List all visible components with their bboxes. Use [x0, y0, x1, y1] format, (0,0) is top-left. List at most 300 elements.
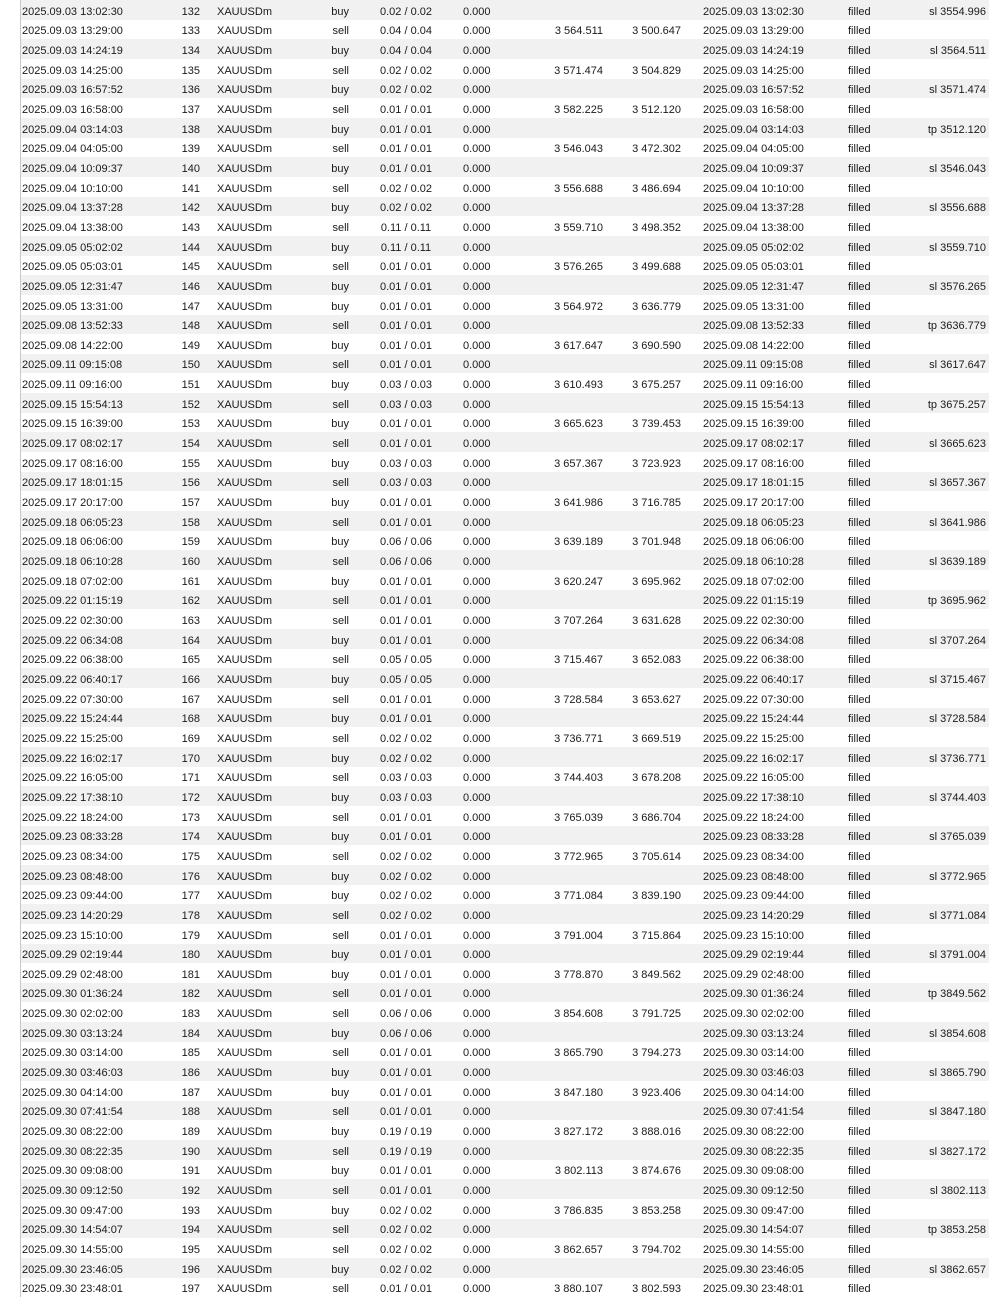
- order-price: 0.000: [463, 84, 491, 97]
- table-row[interactable]: [21, 334, 989, 354]
- order-comment: [888, 196, 989, 197]
- order-fill-time: 2025.09.17 20:17:00: [703, 497, 804, 510]
- order-state: filled: [848, 752, 871, 765]
- table-row[interactable]: [21, 39, 989, 59]
- table-row[interactable]: [21, 550, 989, 570]
- order-type: sell: [332, 261, 349, 274]
- order-symbol: XAUUSDm: [217, 497, 273, 510]
- order-volume: 0.01 / 0.01: [380, 1106, 432, 1119]
- table-row[interactable]: [21, 413, 989, 433]
- table-row[interactable]: [21, 295, 989, 315]
- table-row[interactable]: [21, 963, 989, 983]
- order-volume: 0.02 / 0.02: [380, 1204, 432, 1217]
- order-open-time: 2025.09.30 07:41:54: [22, 1106, 123, 1119]
- order-ticket: 179: [181, 929, 200, 942]
- table-row[interactable]: [21, 668, 989, 688]
- order-ticket: 152: [181, 398, 200, 411]
- order-type: sell: [332, 929, 349, 942]
- table-row[interactable]: [21, 590, 989, 610]
- order-symbol: XAUUSDm: [217, 516, 273, 529]
- order-fill-time: 2025.09.18 06:05:23: [703, 516, 804, 529]
- order-fill-time: 2025.09.05 05:02:02: [703, 241, 804, 254]
- order-price: 0.000: [463, 949, 491, 962]
- order-price: 0.000: [463, 123, 491, 136]
- order-open-time: 2025.09.30 02:02:00: [22, 1008, 123, 1021]
- order-ticket: 140: [181, 162, 200, 175]
- table-row[interactable]: [21, 1238, 989, 1258]
- order-symbol: XAUUSDm: [217, 811, 273, 824]
- order-stop-loss: 3 639.189: [554, 536, 603, 549]
- order-volume: 0.01 / 0.01: [380, 280, 432, 293]
- table-row[interactable]: [21, 491, 989, 511]
- order-stop-loss: 3 786.835: [554, 1204, 603, 1217]
- order-take-profit: 3 652.083: [632, 654, 681, 667]
- order-volume: 0.11 / 0.11: [380, 221, 432, 234]
- order-symbol: XAUUSDm: [217, 752, 273, 765]
- order-take-profit: 3 472.302: [632, 143, 681, 156]
- order-price: 0.000: [463, 1106, 491, 1119]
- order-price: 0.000: [463, 988, 491, 1001]
- order-open-time: 2025.09.22 16:05:00: [22, 772, 123, 785]
- order-symbol: XAUUSDm: [217, 1224, 273, 1237]
- order-price: 0.000: [463, 1283, 491, 1296]
- order-price: 0.000: [463, 438, 491, 451]
- order-fill-time: 2025.09.04 10:10:00: [703, 182, 804, 195]
- order-open-time: 2025.09.23 08:48:00: [22, 870, 123, 883]
- order-stop-loss: [513, 766, 603, 767]
- order-comment: [888, 1100, 989, 1101]
- table-row[interactable]: [21, 983, 989, 1003]
- order-fill-time: 2025.09.30 09:12:50: [703, 1185, 804, 1198]
- order-price: 0.000: [463, 811, 491, 824]
- table-row[interactable]: [21, 354, 989, 374]
- table-row[interactable]: [21, 236, 989, 256]
- order-stop-loss: 3 546.043: [554, 143, 603, 156]
- order-state: filled: [848, 1283, 871, 1296]
- order-open-time: 2025.09.30 23:48:01: [22, 1283, 123, 1296]
- order-price: 0.000: [463, 339, 491, 352]
- order-state: filled: [848, 575, 871, 588]
- table-row[interactable]: [21, 472, 989, 492]
- order-volume: 0.03 / 0.03: [380, 398, 432, 411]
- order-fill-time: 2025.09.04 13:37:28: [703, 202, 804, 215]
- table-row[interactable]: [21, 1160, 989, 1180]
- order-volume: 0.01 / 0.01: [380, 693, 432, 706]
- order-stop-loss: 3 665.623: [554, 418, 603, 431]
- order-volume: 0.06 / 0.06: [380, 536, 432, 549]
- order-stop-loss: [513, 1041, 603, 1042]
- order-type: sell: [332, 1224, 349, 1237]
- table-row[interactable]: [21, 393, 989, 413]
- table-row[interactable]: [21, 1101, 989, 1121]
- order-type: buy: [331, 831, 349, 844]
- order-fill-time: 2025.09.30 09:47:00: [703, 1204, 804, 1217]
- order-volume: 0.01 / 0.01: [380, 634, 432, 647]
- order-open-time: 2025.09.17 08:16:00: [22, 457, 123, 470]
- order-fill-time: 2025.09.23 08:48:00: [703, 870, 804, 883]
- table-row[interactable]: [21, 452, 989, 472]
- order-open-time: 2025.09.05 05:02:02: [22, 241, 123, 254]
- table-row[interactable]: [21, 767, 989, 787]
- order-open-time: 2025.09.04 04:05:00: [22, 143, 123, 156]
- table-row[interactable]: [21, 157, 989, 177]
- table-row[interactable]: [21, 747, 989, 767]
- order-fill-time: 2025.09.30 23:46:05: [703, 1263, 804, 1276]
- order-type: sell: [332, 1185, 349, 1198]
- order-symbol: XAUUSDm: [217, 1086, 273, 1099]
- order-stop-loss: 3 728.584: [554, 693, 603, 706]
- order-type: sell: [332, 909, 349, 922]
- order-type: buy: [331, 418, 349, 431]
- order-ticket: 185: [181, 1047, 200, 1060]
- order-type: sell: [332, 398, 349, 411]
- order-take-profit: [603, 294, 681, 295]
- table-row[interactable]: [21, 688, 989, 708]
- order-state: filled: [848, 280, 871, 293]
- table-row[interactable]: [21, 373, 989, 393]
- order-take-profit: 3 802.593: [632, 1283, 681, 1296]
- order-comment: tp 3849.562: [927, 988, 986, 1001]
- order-ticket: 192: [181, 1185, 200, 1198]
- order-state: filled: [848, 791, 871, 804]
- order-comment: [888, 235, 989, 236]
- order-comment: tp 3695.962: [927, 595, 986, 608]
- order-take-profit: [603, 884, 681, 885]
- order-stop-loss: [513, 1237, 603, 1238]
- table-row[interactable]: [21, 432, 989, 452]
- order-volume: 0.05 / 0.05: [380, 654, 432, 667]
- order-type: sell: [332, 320, 349, 333]
- order-comment: tp 3675.257: [927, 398, 986, 411]
- order-open-time: 2025.09.03 16:57:52: [22, 84, 123, 97]
- order-symbol: XAUUSDm: [217, 929, 273, 942]
- order-price: 0.000: [463, 595, 491, 608]
- order-comment: [888, 156, 989, 157]
- order-symbol: XAUUSDm: [217, 890, 273, 903]
- order-fill-time: 2025.09.22 18:24:00: [703, 811, 804, 824]
- order-volume: 0.01 / 0.01: [380, 988, 432, 1001]
- order-open-time: 2025.09.04 10:09:37: [22, 162, 123, 175]
- order-price: 0.000: [463, 673, 491, 686]
- order-ticket: 187: [181, 1086, 200, 1099]
- order-open-time: 2025.09.04 10:10:00: [22, 182, 123, 195]
- table-row[interactable]: [21, 806, 989, 826]
- order-comment: [888, 274, 989, 275]
- order-fill-time: 2025.09.17 08:16:00: [703, 457, 804, 470]
- order-stop-loss: [513, 97, 603, 98]
- order-state: filled: [848, 654, 871, 667]
- order-stop-loss: 3 617.647: [554, 339, 603, 352]
- order-open-time: 2025.09.30 03:13:24: [22, 1027, 123, 1040]
- order-fill-time: 2025.09.03 14:24:19: [703, 44, 804, 57]
- order-type: sell: [332, 811, 349, 824]
- order-price: 0.000: [463, 831, 491, 844]
- order-price: 0.000: [463, 909, 491, 922]
- order-state: filled: [848, 595, 871, 608]
- order-symbol: XAUUSDm: [217, 64, 273, 77]
- order-type: sell: [332, 103, 349, 116]
- table-row[interactable]: [21, 649, 989, 669]
- order-symbol: XAUUSDm: [217, 1165, 273, 1178]
- order-take-profit: [603, 137, 681, 138]
- table-row[interactable]: [21, 98, 989, 118]
- order-state: filled: [848, 25, 871, 38]
- order-stop-loss: [513, 333, 603, 334]
- order-ticket: 186: [181, 1067, 200, 1080]
- order-stop-loss: [513, 490, 603, 491]
- order-ticket: 168: [181, 713, 200, 726]
- order-type: sell: [332, 988, 349, 1001]
- order-type: sell: [332, 654, 349, 667]
- order-type: buy: [331, 241, 349, 254]
- order-take-profit: [603, 1080, 681, 1081]
- order-comment: sl 3707.264: [929, 634, 986, 647]
- order-take-profit: 3 678.208: [632, 772, 681, 785]
- order-fill-time: 2025.09.18 06:10:28: [703, 556, 804, 569]
- order-comment: [888, 628, 989, 629]
- table-row[interactable]: [21, 708, 989, 728]
- order-stop-loss: 3 847.180: [554, 1086, 603, 1099]
- order-type: sell: [332, 693, 349, 706]
- table-row[interactable]: [21, 0, 989, 20]
- order-symbol: XAUUSDm: [217, 221, 273, 234]
- order-comment: sl 3865.790: [929, 1067, 986, 1080]
- table-row[interactable]: [21, 1140, 989, 1160]
- order-fill-time: 2025.09.08 13:52:33: [703, 320, 804, 333]
- order-volume: 0.01 / 0.01: [380, 359, 432, 372]
- order-take-profit: [603, 1119, 681, 1120]
- order-type: sell: [332, 64, 349, 77]
- order-price: 0.000: [463, 1224, 491, 1237]
- order-ticket: 146: [181, 280, 200, 293]
- order-open-time: 2025.09.17 08:02:17: [22, 438, 123, 451]
- table-row[interactable]: [21, 786, 989, 806]
- order-ticket: 188: [181, 1106, 200, 1119]
- order-comment: [888, 1178, 989, 1179]
- order-ticket: 164: [181, 634, 200, 647]
- order-price: 0.000: [463, 732, 491, 745]
- table-row[interactable]: [21, 1258, 989, 1278]
- order-open-time: 2025.09.03 14:25:00: [22, 64, 123, 77]
- table-row[interactable]: [21, 275, 989, 295]
- order-state: filled: [848, 143, 871, 156]
- order-open-time: 2025.09.30 09:47:00: [22, 1204, 123, 1217]
- order-price: 0.000: [463, 202, 491, 215]
- table-row[interactable]: [21, 531, 989, 551]
- order-take-profit: [603, 490, 681, 491]
- order-price: 0.000: [463, 1126, 491, 1139]
- order-price: 0.000: [463, 143, 491, 156]
- order-fill-time: 2025.09.15 15:54:13: [703, 398, 804, 411]
- order-price: 0.000: [463, 221, 491, 234]
- order-comment: sl 3546.043: [929, 162, 986, 175]
- order-comment: sl 3665.623: [929, 438, 986, 451]
- order-open-time: 2025.09.29 02:48:00: [22, 968, 123, 981]
- order-price: 0.000: [463, 379, 491, 392]
- order-open-time: 2025.09.30 03:46:03: [22, 1067, 123, 1080]
- order-symbol: XAUUSDm: [217, 457, 273, 470]
- order-take-profit: [603, 530, 681, 531]
- table-row[interactable]: [21, 1278, 989, 1298]
- order-volume: 0.01 / 0.01: [380, 1047, 432, 1060]
- table-row[interactable]: [21, 904, 989, 924]
- table-row[interactable]: [21, 944, 989, 964]
- order-stop-loss: [513, 412, 603, 413]
- order-type: buy: [331, 1165, 349, 1178]
- order-ticket: 134: [181, 44, 200, 57]
- table-row[interactable]: [21, 118, 989, 138]
- table-row[interactable]: [21, 1002, 989, 1022]
- table-row[interactable]: [21, 924, 989, 944]
- table-row[interactable]: [21, 1042, 989, 1062]
- order-fill-time: 2025.09.04 13:38:00: [703, 221, 804, 234]
- order-fill-time: 2025.09.23 14:20:29: [703, 909, 804, 922]
- order-stop-loss: [513, 372, 603, 373]
- order-state: filled: [848, 497, 871, 510]
- table-row[interactable]: [21, 216, 989, 236]
- order-take-profit: 3 498.352: [632, 221, 681, 234]
- table-row[interactable]: [21, 629, 989, 649]
- order-price: 0.000: [463, 536, 491, 549]
- order-type: buy: [331, 890, 349, 903]
- order-open-time: 2025.09.22 06:40:17: [22, 673, 123, 686]
- order-take-profit: [603, 215, 681, 216]
- order-price: 0.000: [463, 241, 491, 254]
- order-open-time: 2025.09.30 08:22:00: [22, 1126, 123, 1139]
- table-row[interactable]: [21, 315, 989, 335]
- order-fill-time: 2025.09.17 08:02:17: [703, 438, 804, 451]
- table-row[interactable]: [21, 826, 989, 846]
- order-open-time: 2025.09.22 17:38:10: [22, 791, 123, 804]
- order-state: filled: [848, 477, 871, 490]
- order-price: 0.000: [463, 497, 491, 510]
- order-fill-time: 2025.09.30 09:08:00: [703, 1165, 804, 1178]
- order-ticket: 191: [181, 1165, 200, 1178]
- order-comment: [888, 746, 989, 747]
- order-take-profit: [603, 923, 681, 924]
- order-take-profit: 3 636.779: [632, 300, 681, 313]
- table-row[interactable]: [21, 177, 989, 197]
- table-row[interactable]: [21, 511, 989, 531]
- order-stop-loss: [513, 19, 603, 20]
- table-row[interactable]: [21, 865, 989, 885]
- order-open-time: 2025.09.22 18:24:00: [22, 811, 123, 824]
- order-volume: 0.02 / 0.02: [380, 84, 432, 97]
- order-take-profit: [603, 58, 681, 59]
- table-row[interactable]: [21, 845, 989, 865]
- order-stop-loss: [513, 648, 603, 649]
- table-row[interactable]: [21, 1219, 989, 1239]
- order-volume: 0.01 / 0.01: [380, 162, 432, 175]
- order-stop-loss: 3 865.790: [554, 1047, 603, 1060]
- table-row[interactable]: [21, 197, 989, 217]
- order-take-profit: 3 669.519: [632, 732, 681, 745]
- order-take-profit: [603, 687, 681, 688]
- table-row[interactable]: [21, 727, 989, 747]
- table-row[interactable]: [21, 570, 989, 590]
- order-symbol: XAUUSDm: [217, 5, 273, 18]
- order-symbol: XAUUSDm: [217, 25, 273, 38]
- order-open-time: 2025.09.11 09:16:00: [22, 379, 123, 392]
- table-row[interactable]: [21, 79, 989, 99]
- order-take-profit: [603, 608, 681, 609]
- order-open-time: 2025.09.04 13:38:00: [22, 221, 123, 234]
- order-ticket: 163: [181, 615, 200, 627]
- order-symbol: XAUUSDm: [217, 949, 273, 962]
- order-symbol: XAUUSDm: [217, 143, 273, 156]
- order-comment: sl 3744.403: [929, 791, 986, 804]
- order-fill-time: 2025.09.04 03:14:03: [703, 123, 804, 136]
- order-type: sell: [332, 1008, 349, 1021]
- table-row[interactable]: [21, 885, 989, 905]
- order-price: 0.000: [463, 359, 491, 372]
- order-volume: 0.01 / 0.01: [380, 968, 432, 981]
- order-volume: 0.01 / 0.01: [380, 1283, 432, 1296]
- order-comment: sl 3571.474: [929, 84, 986, 97]
- order-open-time: 2025.09.18 06:10:28: [22, 556, 123, 569]
- order-type: sell: [332, 221, 349, 234]
- order-state: filled: [848, 713, 871, 726]
- order-take-profit: [603, 726, 681, 727]
- table-row[interactable]: [21, 1120, 989, 1140]
- order-symbol: XAUUSDm: [217, 1106, 273, 1119]
- table-row[interactable]: [21, 609, 989, 629]
- order-open-time: 2025.09.11 09:15:08: [22, 359, 123, 372]
- order-symbol: XAUUSDm: [217, 1008, 273, 1021]
- order-type: buy: [331, 280, 349, 293]
- order-open-time: 2025.09.03 16:58:00: [22, 103, 123, 116]
- order-take-profit: 3 715.864: [632, 929, 681, 942]
- order-state: filled: [848, 1244, 871, 1256]
- table-row[interactable]: [21, 1061, 989, 1081]
- order-comment: sl 3772.965: [929, 870, 986, 883]
- table-row[interactable]: [21, 59, 989, 79]
- table-row[interactable]: [21, 1199, 989, 1219]
- table-row[interactable]: [21, 256, 989, 276]
- order-comment: sl 3639.189: [929, 556, 986, 569]
- table-row[interactable]: [21, 138, 989, 158]
- order-price: 0.000: [463, 713, 491, 726]
- order-comment: sl 3564.511: [929, 44, 986, 57]
- order-fill-time: 2025.09.08 14:22:00: [703, 339, 804, 352]
- order-symbol: XAUUSDm: [217, 831, 273, 844]
- order-ticket: 177: [181, 890, 200, 903]
- order-take-profit: [603, 844, 681, 845]
- order-comment: [888, 510, 989, 511]
- order-ticket: 195: [181, 1244, 200, 1256]
- order-price: 0.000: [463, 890, 491, 903]
- table-row[interactable]: [21, 1081, 989, 1101]
- order-symbol: XAUUSDm: [217, 241, 273, 254]
- order-comment: sl 3802.113: [929, 1185, 986, 1198]
- order-comment: [888, 38, 989, 39]
- order-open-time: 2025.09.29 02:19:44: [22, 949, 123, 962]
- order-symbol: XAUUSDm: [217, 202, 273, 215]
- order-symbol: XAUUSDm: [217, 988, 273, 1001]
- table-row[interactable]: [21, 1022, 989, 1042]
- order-fill-time: 2025.09.04 04:05:00: [703, 143, 804, 156]
- order-state: filled: [848, 5, 871, 18]
- order-take-profit: 3 686.704: [632, 811, 681, 824]
- order-stop-loss: 3 802.113: [554, 1165, 603, 1178]
- order-open-time: 2025.09.30 09:08:00: [22, 1165, 123, 1178]
- order-volume: 0.02 / 0.02: [380, 5, 432, 18]
- order-fill-time: 2025.09.03 16:57:52: [703, 84, 804, 97]
- table-row[interactable]: [21, 20, 989, 40]
- order-state: filled: [848, 673, 871, 686]
- table-row[interactable]: [21, 1179, 989, 1199]
- order-stop-loss: [513, 1159, 603, 1160]
